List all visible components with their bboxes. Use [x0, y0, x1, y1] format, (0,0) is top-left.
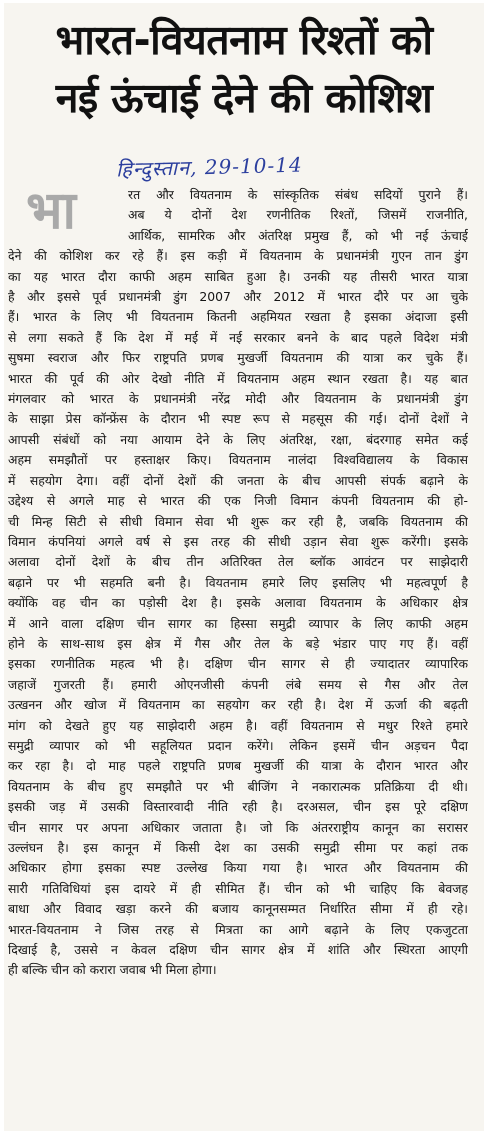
article-line: आर्थिक, सामरिक और अंतरिक्ष प्रमुख हैं, को भी नई ऊंचाई [128, 227, 468, 243]
article-line: रत और वियतनाम के सांस्कृतिक संबंध सदियों पुराने हैं। [128, 187, 468, 202]
article-line: उल्लंघन है। इस कानून में किसी देश का उसकी समुद्री सीमा पर कहां तक [8, 840, 468, 855]
article-line: दिखाई है, उससे न केवल दक्षिण चीन सागर क्षेत्र में शांति और स्थिरता आएगी [8, 942, 468, 958]
article-line: मंगलवार को भारत के प्रधानमंत्री नरेंद्र मोदी और वियतनाम के प्रधानमंत्री डुंग [8, 391, 468, 407]
article-line: जहाजें गुजरती हैं। हमारी ओएनजीसी कंपनी लंबे समय से गैस और तेल [8, 676, 468, 692]
article-line: से लगा सकते हैं कि देश में मई में नई सरकार बनने के बाद पहले विदेश मंत्री [8, 329, 468, 345]
article-line: सारी गतिविधियां इस दायरे में ही सीमित हैं। चीन को भी चाहिए कि बेवजह [8, 880, 468, 896]
article-line: अलावा दोनों देशों के बीच तीन अतिरिक्त तेल ब्लॉक आवंटन पर साझेदारी [8, 554, 468, 570]
article-line: बाधा और विवाद खड़ा करने की बजाय कानूनसम्मत निर्धारित सीमा में ही रहे। [8, 901, 468, 917]
article-line: भारत की पूर्व की ओर देखो नीति में वियतनाम अहम स्थान रखता है। यह बात [8, 370, 468, 386]
article-line: समुद्री व्यापार को भी सहूलियत प्रदान करेंगे। लेकिन इसमें चीन अड़चन पैदा [8, 737, 468, 753]
article-line: भारत-वियतनाम ने जिस तरह से मित्रता का आगे बढ़ाने के लिए एकजुटता [8, 921, 468, 937]
headline-line-2: नई ऊंचाई देने की कोशिश [55, 74, 433, 122]
article-line: में सहयोग देगा। वहीं दोनों देशों की जनता के बीच आपसी संपर्क बढ़ाने के [8, 472, 468, 488]
article-line: का यह भारत दौरा काफी अहम साबित हुआ है। उनकी यह तीसरी भारत यात्रा [8, 268, 468, 284]
article-line: देने की कोशिश कर रहे हैं। इस कड़ी में वियतनाम के प्रधानमंत्री गुएन तान डुंग [8, 248, 468, 264]
headline-line-1: भारत-वियतनाम रिश्तों को [55, 16, 433, 64]
drop-cap: भा [26, 181, 77, 241]
article-line: मांग को देखते हुए यह साझेदारी अहम है। वहीं वियतनाम से मधुर रिश्ते हमारे [8, 717, 468, 733]
article-line: अब ये दोनों देश रणनीतिक रिश्तों, जिसमें राजनीति, [128, 207, 468, 223]
article-line: इसकी जड़ में उसकी विस्तारवादी नीति रही है। दरअसल, चीन इस पूरे दक्षिण [8, 799, 468, 815]
article-body [8, 185, 468, 981]
article-line: के साझा प्रेस कॉन्फ्रेंस के दौरान भी स्पष्ट रूप से महसूस की गई। दोनों देशों ने [8, 411, 468, 427]
article-line: चीन सागर पर अपना अधिकार जताता है। जो कि अंतरराष्ट्रीय कानून का सरासर [8, 819, 468, 835]
article-line: कर रहा है। दो माह पहले राष्ट्रपति प्रणब मुखर्जी की यात्रा के दौरान भारत और [8, 758, 468, 774]
article-line: वियतनाम के बीच हुए समझौते पर भी बीजिंग ने नकारात्मक प्रतिक्रिया दी थी। [8, 778, 468, 794]
article-line: आपसी संबंधों को नया आयाम देने के लिए अंतरिक्ष, रक्षा, बंदरगाह समेत कई [8, 431, 468, 447]
article-line: हैं। भारत के लिए भी वियतनाम कितनी अहमियत रखता है इसका अंदाजा इसी [8, 309, 468, 325]
article-line: ही बल्कि चीन को करारा जवाब भी मिला होगा। [8, 962, 217, 978]
article-line: ची मिन्ह सिटी से सीधी विमान सेवा भी शुरू कर रही है, जबकि वियतनाम की [8, 513, 468, 529]
article-line: सुषमा स्वराज और फिर राष्ट्रपति प्रणब मुखर्जी वियतनाम की यात्रा कर चुके हैं। [8, 350, 468, 366]
article-line: विमान कंपनियां अगले वर्ष से इस तरह की सीधी उड़ान सेवा शुरू करेंगी। इसके [8, 533, 468, 549]
article-line: उत्खनन और खोज में वियतनाम का सहयोग कर रही है। देश में ऊर्जा की बढ़ती [8, 697, 468, 713]
article-line: बढ़ाने पर भी सहमति बनी है। वियतनाम हमारे लिए इसलिए भी महत्वपूर्ण है [8, 574, 468, 590]
article-line: में आने वाला दक्षिण चीन सागर का हिस्सा समुद्री व्यापार के लिए काफी अहम [8, 615, 468, 631]
newspaper-clipping [4, 3, 484, 1131]
article-line: क्योंकि वह चीन का पड़ोसी देश है। इसके अलावा वियतनाम के अधिकार क्षेत्र [8, 595, 468, 611]
article-line: उद्देश्य से अगले माह से भारत की एक निजी विमान कंपनी वियतनाम की हो- [8, 493, 468, 509]
article-line: है और इससे पूर्व प्रधानमंत्री डुंग 2007 और 2012 में भारत दौरे पर आ चुके [8, 289, 468, 305]
handwritten-source-date: हिन्दुस्तान, 29-10-14 [115, 152, 303, 182]
article-line: इसका रणनीतिक महत्व भी है। दक्षिण चीन सागर से ही ज्यादातर व्यापारिक [8, 656, 468, 672]
article-line: अहम समझौतों पर हस्ताक्षर किए। वियतनाम नालंदा विश्वविद्यालय के विकास [8, 452, 468, 468]
headline [14, 11, 474, 127]
article-line: अधिकार होगा इसका स्पष्ट उल्लेख किया गया है। भारत और वियतनाम की [8, 860, 468, 876]
article-line: होने के साथ-साथ इस क्षेत्र में गैस और तेल के बड़े भंडार पाए गए हैं। वहीं [8, 635, 468, 651]
